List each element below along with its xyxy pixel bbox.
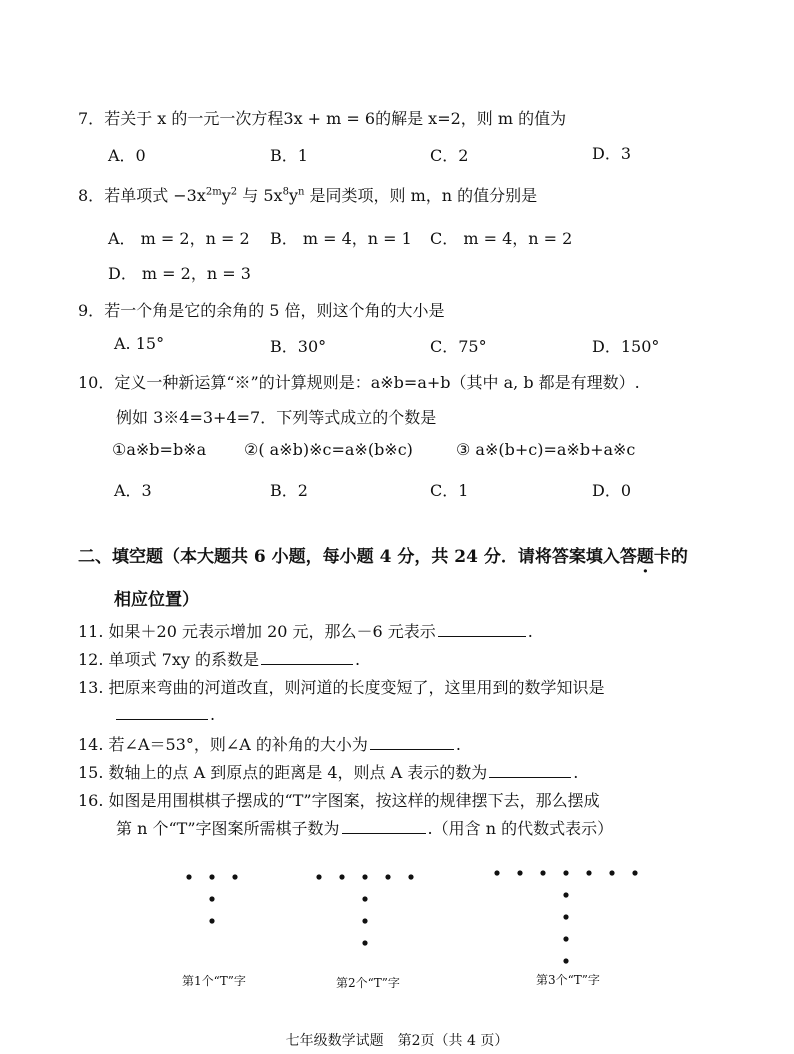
question-end: .	[573, 763, 579, 782]
chess-piece-dot	[563, 936, 568, 941]
chess-piece-dot	[609, 870, 614, 875]
exponent: 2m	[205, 186, 222, 198]
equation-1: ①a※b=b※a	[112, 440, 207, 459]
chess-piece-dot	[209, 874, 214, 879]
question-example: 例如 3※4=3+4=7．下列等式成立的个数是	[116, 408, 437, 427]
chess-piece-dot	[408, 874, 413, 879]
page-footer: 七年级数学试题 第2页（共 4 页）	[285, 1033, 509, 1049]
chess-piece-dot	[540, 870, 545, 875]
section-title-text: 的	[670, 547, 688, 567]
chess-piece-dot	[517, 870, 522, 875]
question-number: 7．	[78, 109, 105, 128]
question-text: 如图是用围棋棋子摆成的“T”字图案，按这样的规律摆下去，那么摆成	[108, 791, 600, 810]
question-text: 定义一种新运算“※”的计算规则是：a※b=a+b（其中 a, b 都是有理数）.	[114, 373, 640, 392]
question-end: .	[210, 705, 216, 724]
option-c: C． m = 4，n = 2	[430, 229, 573, 248]
chess-piece-dot	[563, 892, 568, 897]
chess-piece-dot	[563, 914, 568, 919]
question-number: 8．	[78, 186, 105, 205]
question-text: 若关于 x 的一元一次方程3x + m = 6的解是 x=2，则 m 的值为	[104, 109, 567, 128]
question-number: 12.	[78, 650, 104, 669]
question-text: 第 n 个“T”字图案所需棋子数为	[116, 819, 340, 838]
chess-piece-dot	[494, 870, 499, 875]
chess-piece-dot	[385, 874, 390, 879]
option-b: B．30°	[270, 337, 327, 356]
question-text-part: 是同类项，则 m，n 的值分别是	[304, 186, 538, 205]
question-number: 10．	[78, 373, 115, 392]
question-text: 把原来弯曲的河道改直，则河道的长度变短了，这里用到的数学知识是	[108, 678, 605, 697]
question-end: .	[455, 735, 462, 754]
question-text-part: y	[221, 186, 231, 205]
chess-piece-dot	[362, 940, 367, 945]
chess-piece-dot	[563, 958, 568, 963]
question-number: 16.	[78, 791, 104, 810]
section-title-line2: 相应位置）	[114, 590, 199, 610]
question-number: 14.	[78, 735, 104, 754]
option-b: B． m = 4，n = 1	[270, 229, 412, 248]
question-number: 11.	[78, 622, 104, 641]
question-text: 数轴上的点 A 到原点的距离是 4，则点 A 表示的数为	[108, 763, 488, 782]
question-text: 若∠A＝53°，则∠A 的补角的大小为	[108, 735, 368, 754]
question-text-part: 若单项式 −3x	[104, 186, 206, 205]
chess-piece-dot	[586, 870, 591, 875]
chess-piece-dot	[632, 870, 637, 875]
equation-2: ②( a※b)※c=a※(b※c)	[244, 440, 413, 459]
option-d: D．3	[592, 144, 632, 163]
question-text: 如果＋20 元表示增加 20 元，那么－6 元表示	[108, 622, 436, 641]
option-d: D． m = 2，n = 3	[108, 264, 251, 283]
question-number: 15.	[78, 763, 104, 782]
question-text-part: y	[288, 186, 298, 205]
option-a: A．3	[114, 481, 152, 500]
exponent: n	[297, 186, 305, 198]
chess-piece-dot	[209, 896, 214, 901]
chess-piece-dot	[362, 918, 367, 923]
option-d: D．0	[592, 481, 632, 500]
figure-label-1: 第1个“T”字	[182, 974, 246, 988]
option-d: D．150°	[592, 337, 660, 356]
chess-piece-dot	[316, 874, 321, 879]
chess-piece-dot	[362, 896, 367, 901]
question-end: .	[354, 650, 361, 669]
figure-label-2: 第2个“T”字	[336, 976, 400, 990]
question-text: 单项式 7xy 的系数是	[108, 650, 259, 669]
question-text: .（用含 n 的代数式表示）	[427, 819, 614, 838]
question-number: 13.	[78, 678, 104, 697]
option-a: A. 15°	[114, 334, 165, 353]
chess-piece-dot	[186, 874, 191, 879]
equation-3: ③ a※(b+c)=a※b+a※c	[456, 440, 636, 459]
question-text-part: 与 5x	[237, 186, 283, 205]
question-number: 9．	[78, 301, 105, 320]
chess-piece-dot	[563, 870, 568, 875]
exponent: 2	[230, 186, 238, 198]
exponent: 8	[282, 186, 289, 198]
option-b: B．1	[270, 146, 308, 165]
question-end: .	[527, 622, 533, 641]
chess-piece-dot	[339, 874, 344, 879]
chess-piece-dot	[232, 874, 237, 879]
option-c: C．1	[430, 481, 469, 500]
option-c: C．75°	[430, 337, 487, 356]
option-c: C．2	[430, 146, 469, 165]
question-text: 若一个角是它的余角的 5 倍，则这个角的大小是	[104, 301, 445, 320]
option-a: A． m = 2，n = 2	[108, 229, 250, 248]
figure-label-3: 第3个“T”字	[536, 973, 600, 987]
section-title-text: 二、填空题（本大题共 6 小题，每小题 4 分，共 24 分．请将答案填入	[78, 547, 620, 567]
option-a: A．0	[108, 146, 146, 165]
chess-piece-dot	[362, 874, 367, 879]
chess-piece-dot	[209, 918, 214, 923]
section-title-emphasis: 答题卡	[619, 547, 671, 567]
option-b: B．2	[270, 481, 308, 500]
